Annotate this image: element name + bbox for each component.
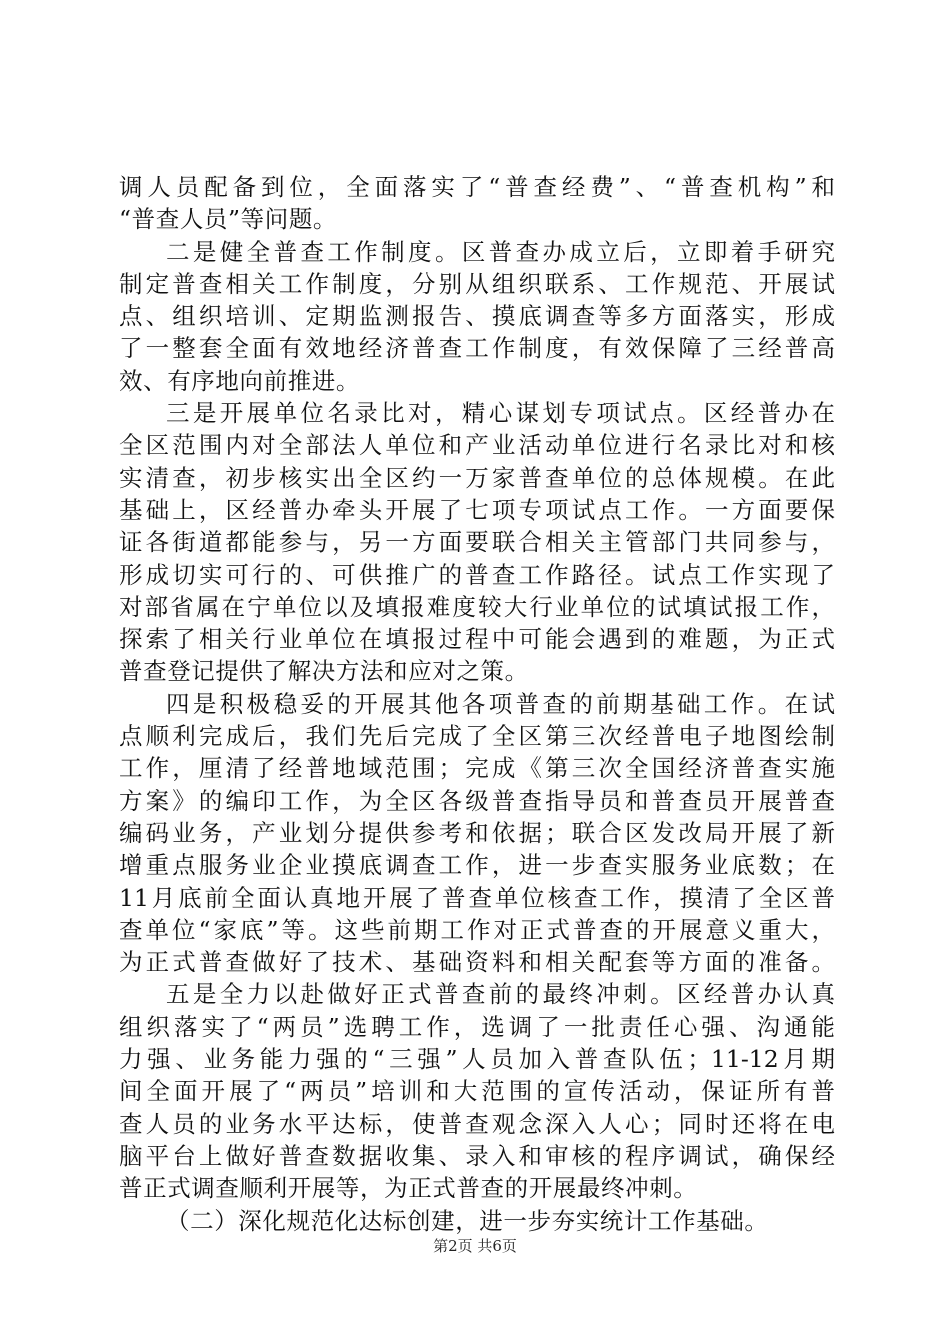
text-line: 形成切实可行的、可供推广的普查工作路径。试点工作实现了 (119, 560, 835, 589)
text-line: 力强、业务能力强的“三强”人员加入普查队伍；11-12月期 (119, 1045, 835, 1074)
text-line: 组织落实了“两员”选聘工作，选调了一批责任心强、沟通能 (119, 1012, 835, 1041)
text-line: 四是积极稳妥的开展其他各项普查的前期基础工作。在试 (166, 689, 835, 718)
text-line: 对部省属在宁单位以及填报难度较大行业单位的试填试报工作， (119, 592, 835, 621)
text-line: 制定普查相关工作制度，分别从组织联系、工作规范、开展试 (119, 269, 835, 298)
text-line: “普查人员”等问题。 (119, 205, 338, 234)
text-line: 增重点服务业企业摸底调查工作，进一步查实服务业底数；在 (119, 851, 835, 880)
text-line: 探索了相关行业单位在填报过程中可能会遇到的难题，为正式 (119, 625, 835, 654)
text-line: 全区范围内对全部法人单位和产业活动单位进行名录比对和核 (119, 431, 835, 460)
text-line: 调人员配备到位，全面落实了“普查经费”、“普查机构”和 (119, 173, 835, 201)
text-line: 查人员的业务水平达标，使普查观念深入人心；同时还将在电 (119, 1109, 835, 1138)
text-line: 了一整套全面有效地经济普查工作制度，有效保障了三经普高 (119, 334, 835, 363)
text-line: （二）深化规范化达标创建，进一步夯实统计工作基础。 (166, 1206, 769, 1235)
text-line: 普正式调查顺利开展等，为正式普查的开展最终冲刺。 (119, 1174, 698, 1203)
page-footer: 第2页 共6页 (433, 1237, 517, 1255)
text-line: 为正式普查做好了技术、基础资料和相关配套等方面的准备。 (119, 948, 835, 977)
text-line: 效、有序地向前推进。 (119, 366, 360, 395)
text-line: 二是健全普查工作制度。区普查办成立后，立即着手研究 (166, 237, 835, 266)
text-line: 11月底前全面认真地开展了普查单位核查工作，摸清了全区普 (119, 883, 835, 912)
text-line: 点顺利完成后，我们先后完成了全区第三次经普电子地图绘制 (119, 722, 835, 751)
text-line: 普查登记提供了解决方法和应对之策。 (119, 657, 529, 686)
text-line: 证各街道都能参与，另一方面要联合相关主管部门共同参与， (119, 528, 835, 557)
text-line: 工作，厘清了经普地域范围；完成《第三次全国经济普查实施 (119, 754, 835, 783)
text-line: 实清查，初步核实出全区约一万家普查单位的总体规模。在此 (119, 463, 835, 492)
text-line: 五是全力以赴做好正式普查前的最终冲刺。区经普办认真 (166, 980, 835, 1009)
document-body (119, 171, 835, 1237)
text-line: 编码业务，产业划分提供参考和依据；联合区发改局开展了新 (119, 818, 835, 847)
text-line: 三是开展单位名录比对，精心谋划专项试点。区经普办在 (166, 399, 835, 428)
text-line: 查单位“家底”等。这些前期工作对正式普查的开展意义重大， (119, 915, 835, 944)
text-line: 脑平台上做好普查数据收集、录入和审核的程序调试，确保经 (119, 1141, 835, 1170)
text-line: 间全面开展了“两员”培训和大范围的宣传活动，保证所有普 (119, 1077, 835, 1106)
text-line: 方案》的编印工作，为全区各级普查指导员和普查员开展普查 (119, 786, 835, 815)
text-line: 基础上，区经普办牵头开展了七项专项试点工作。一方面要保 (119, 495, 835, 524)
text-line: 点、组织培训、定期监测报告、摸底调查等多方面落实，形成 (119, 302, 835, 331)
